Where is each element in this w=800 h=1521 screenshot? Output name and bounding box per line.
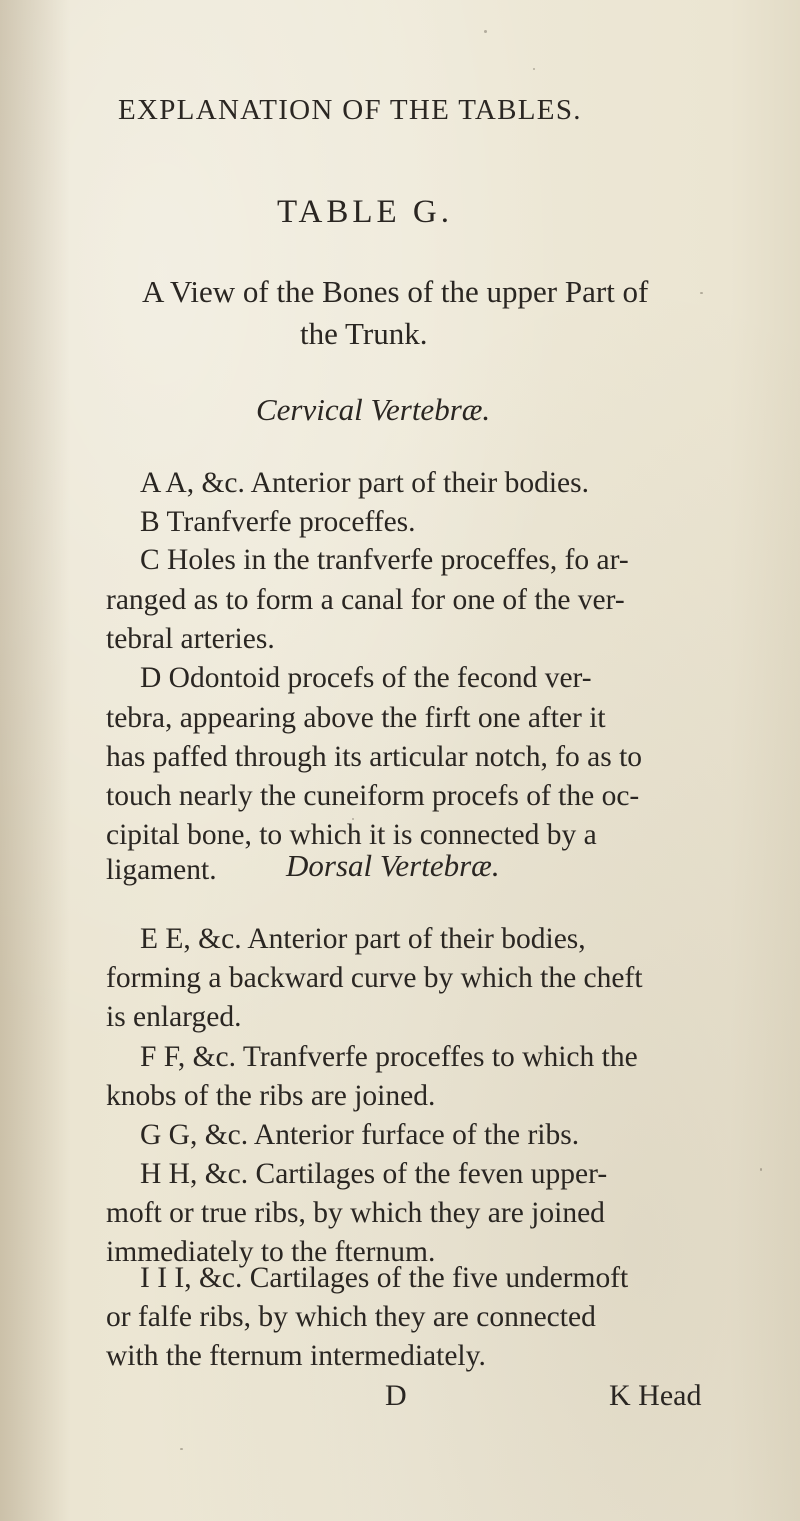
text-line-1: A A, &c. Anterior part of their bodies. — [140, 467, 589, 499]
ink-speck — [484, 30, 487, 33]
text-line-7: tebra, appearing above the firft one after it — [106, 702, 606, 734]
text-line-15: F F, &c. Tranfverfe proceffes to which the — [140, 1041, 638, 1073]
ink-speck — [352, 818, 354, 820]
subtitle-line-2: the Trunk. — [300, 316, 428, 351]
text-line-9: touch nearly the cuneiform procefs of the oc- — [106, 780, 640, 812]
running-head: EXPLANATION OF THE TABLES. — [118, 94, 582, 126]
text-line-12: E E, &c. Anterior part of their bodies, — [140, 923, 586, 955]
text-line-13: forming a backward curve by which the cheft — [106, 962, 643, 994]
section-heading-dorsal: Dorsal Vertebræ. — [286, 848, 500, 883]
text-line-21: I I I, &c. Cartilages of the five undermoft — [140, 1262, 629, 1294]
text-line-16: knobs of the ribs are joined. — [106, 1080, 436, 1112]
text-line-17: G G, &c. Anterior furface of the ribs. — [140, 1119, 580, 1151]
text-line-10: cipital bone, to which it is connected by a — [106, 819, 597, 851]
table-title: TABLE G. — [277, 194, 454, 230]
text-line-18: H H, &c. Cartilages of the feven upper- — [140, 1158, 608, 1190]
signature-mark: D — [385, 1379, 407, 1412]
text-line-2: B Tranfverfe proceffes. — [140, 506, 416, 538]
text-line-19: moft or true ribs, by which they are joined — [106, 1197, 605, 1229]
text-line-3: C Holes in the tranfverfe proceffes, fo ar- — [140, 544, 629, 576]
text-line-14: is enlarged. — [106, 1001, 242, 1033]
subtitle-line-1: A View of the Bones of the upper Part of — [142, 274, 649, 309]
text-line-20: immediately to the fternum. — [106, 1236, 436, 1268]
text-line-6: D Odontoid procefs of the fecond ver- — [140, 662, 592, 694]
text-line-11: ligament. — [106, 854, 217, 886]
text-line-23: with the fternum intermediately. — [106, 1340, 486, 1372]
ink-speck — [533, 68, 535, 70]
ink-speck — [760, 1168, 762, 1171]
text-line-8: has paffed through its articular notch, fo as to — [106, 741, 643, 773]
catchword: K Head — [609, 1379, 702, 1412]
ink-speck — [180, 1448, 183, 1450]
text-line-22: or falfe ribs, by which they are connected — [106, 1301, 596, 1333]
text-line-4: ranged as to form a canal for one of the ver- — [106, 584, 625, 616]
ink-speck — [700, 292, 703, 294]
section-heading-cervical: Cervical Vertebræ. — [256, 392, 491, 427]
text-line-5: tebral arteries. — [106, 623, 275, 655]
